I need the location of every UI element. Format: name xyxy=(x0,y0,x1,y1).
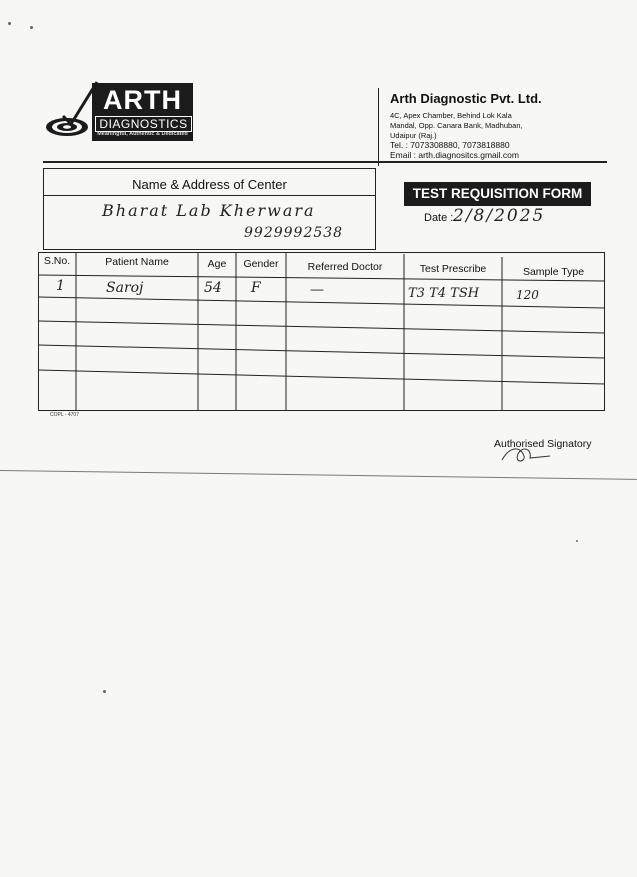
form-title: TEST REQUISITION FORM xyxy=(404,182,591,206)
header-gender: Gender xyxy=(243,258,279,270)
address-line-2: Mandal, Opp. Canara Bank, Madhuban, xyxy=(390,121,523,130)
scan-speck xyxy=(103,690,106,693)
requisition-table xyxy=(38,252,605,411)
signature-scribble xyxy=(500,442,554,466)
logo-brand: ARTH xyxy=(103,85,182,115)
header-test-prescribe: Test Prescribe xyxy=(419,263,487,275)
form-code: COPL - 4707 xyxy=(50,412,79,418)
center-separator xyxy=(44,195,375,196)
header-divider xyxy=(378,88,379,166)
header-sample-type: Sample Type xyxy=(522,266,585,278)
scan-speck xyxy=(576,540,578,542)
cell-sample-type: 120 xyxy=(516,288,539,302)
header-patient-name: Patient Name xyxy=(105,256,169,268)
header-rule xyxy=(43,161,607,163)
company-logo xyxy=(45,83,193,141)
authorised-signatory: Authorised Signatory xyxy=(494,438,592,450)
cell-age: 54 xyxy=(204,280,222,296)
date-label: Date : xyxy=(424,212,454,224)
header-referred-doctor: Referred Doctor xyxy=(307,261,383,273)
center-title: Name & Address of Center xyxy=(132,177,287,192)
address-line-1: 4C, Apex Chamber, Behind Lok Kala xyxy=(390,111,512,120)
cell-test-prescribe: T3 T4 TSH xyxy=(408,286,480,301)
logo-box xyxy=(92,83,193,141)
company-tel: Tel. : 7073308880, 7073818880 xyxy=(390,140,510,150)
center-phone: 9929992538 xyxy=(244,225,344,241)
scan-speck xyxy=(8,22,11,25)
scan-speck xyxy=(30,26,33,29)
header-age: Age xyxy=(207,258,227,270)
date-value: 2/8/2025 xyxy=(453,206,546,226)
address-line-3: Udaipur (Raj.) xyxy=(390,131,437,140)
cell-patient-name: Saroj xyxy=(106,280,144,296)
company-address xyxy=(390,111,550,141)
logo-tagline: Meaningful, Authentic & Dedicated xyxy=(97,131,188,137)
center-name: Bharat Lab Kherwara xyxy=(102,201,316,220)
cell-sno: 1 xyxy=(56,278,65,294)
center-box xyxy=(43,168,376,250)
company-email: Email : arth.diagnositcs.gmail.com xyxy=(390,150,519,160)
cell-referred-doctor: — xyxy=(310,282,324,298)
header-sno: S.No. xyxy=(43,255,71,267)
page-rule xyxy=(0,470,637,480)
cell-gender: F xyxy=(251,280,261,296)
company-name: Arth Diagnostic Pvt. Ltd. xyxy=(390,91,542,106)
logo-sub: DIAGNOSTICS xyxy=(95,116,192,132)
